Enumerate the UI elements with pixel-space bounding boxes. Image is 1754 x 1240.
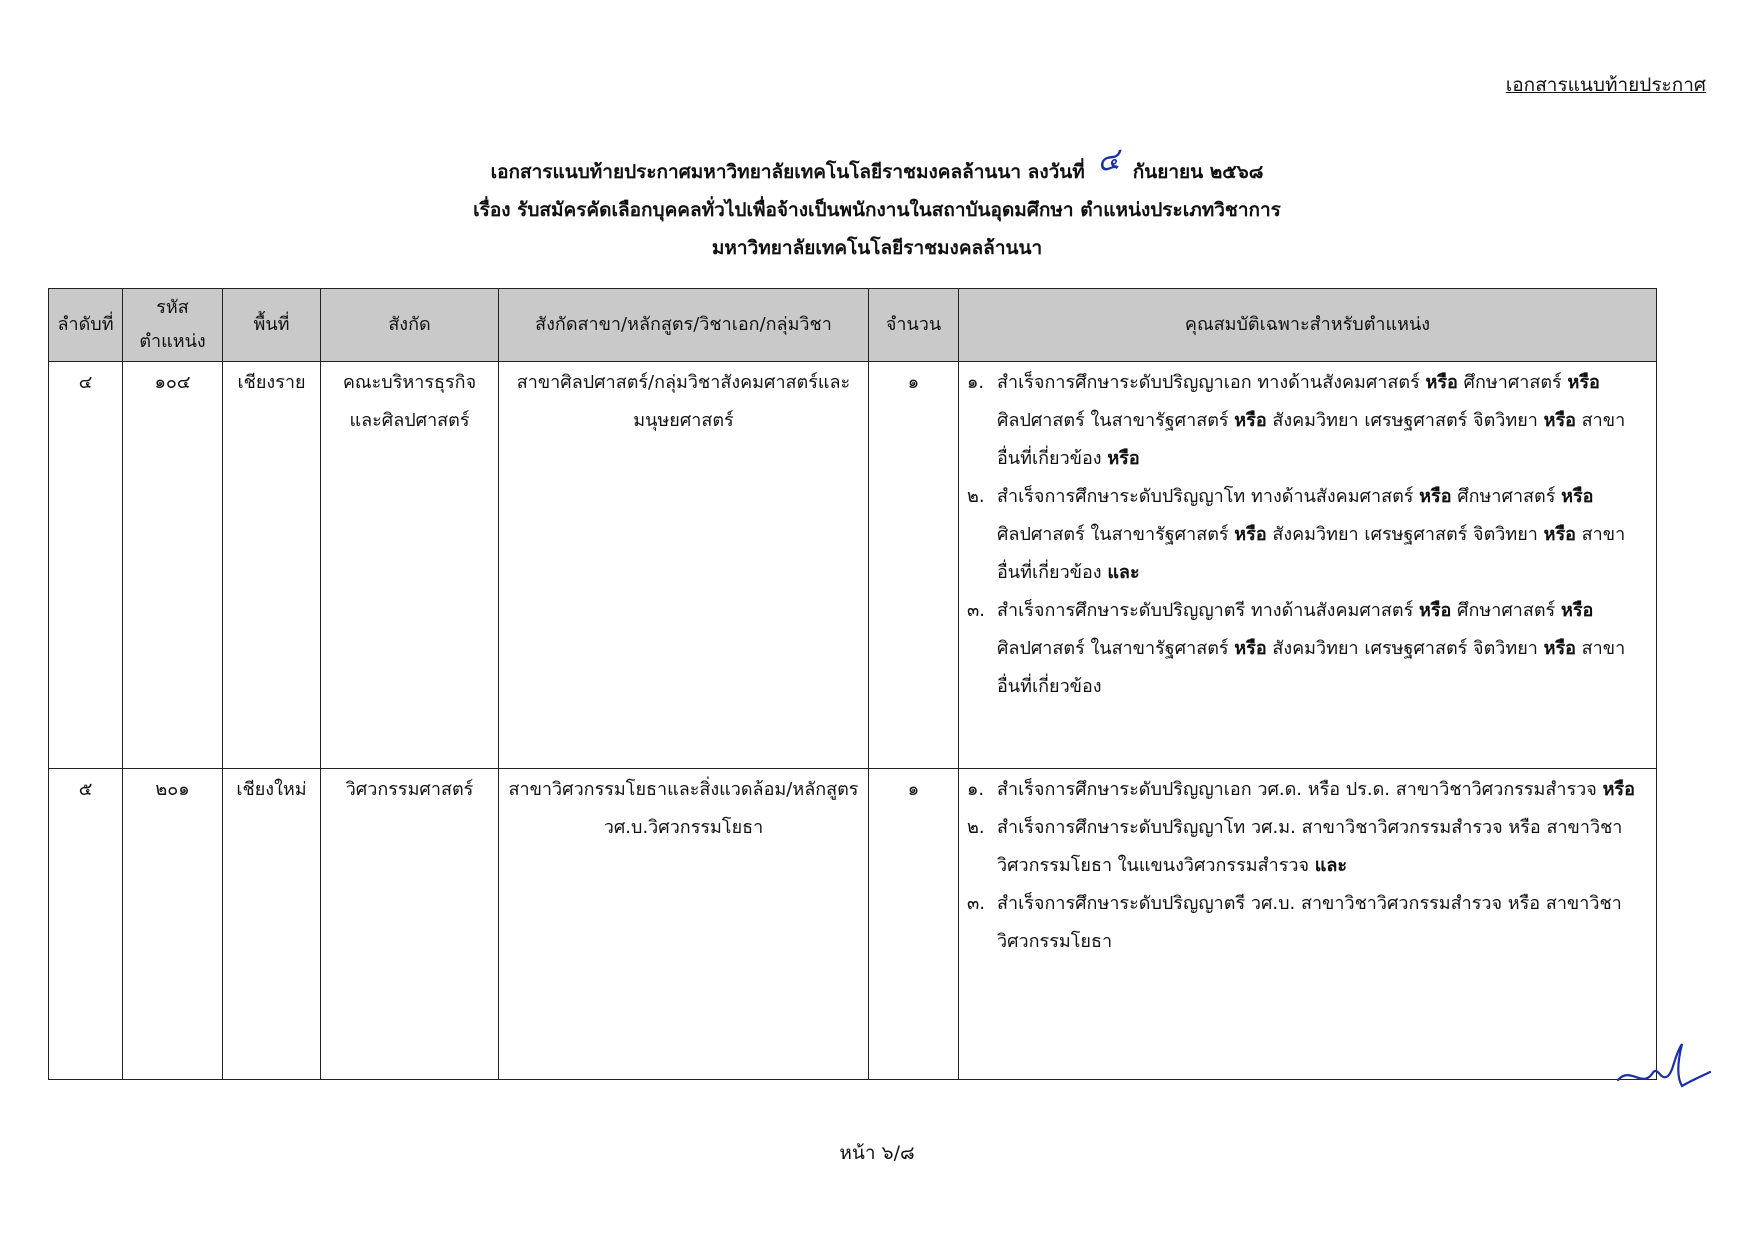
qualification-keyword: หรือ	[1418, 600, 1452, 621]
qualification-text: สังคมวิทยา เศรษฐศาสตร์ จิตวิทยา	[1266, 410, 1544, 431]
qualification-keyword: หรือ	[1561, 486, 1594, 507]
qualification-text: สาขาอื่นที่เกี่ยวข้อง	[997, 410, 1626, 469]
qualification-text: ศึกษาศาสตร์	[1451, 486, 1562, 507]
column-area: พื้นที่	[223, 289, 321, 362]
qualification-item	[967, 592, 1648, 706]
qualification-keyword: หรือ	[1234, 410, 1267, 431]
qualification-number: ๒.	[967, 486, 985, 507]
heading-line-2: เรื่อง รับสมัครคัดเลือกบุคคลทั่วไปเพื่อจ้างเป็นพนักงานในสถาบันอุดมศึกษา ตำแหน่งประเภทวิชาการ	[473, 199, 1281, 221]
cell-qualifications	[959, 362, 1657, 769]
qualification-keyword: หรือ	[1107, 448, 1140, 469]
table-header-row	[49, 289, 1657, 362]
signature-mark	[1612, 1036, 1712, 1096]
qualification-keyword: หรือ	[1234, 638, 1267, 659]
qualification-text: สำเร็จการศึกษาระดับปริญญาเอก ทางด้านสังคมศาสตร์	[997, 372, 1426, 393]
column-faculty: สังกัด	[321, 289, 499, 362]
qualification-list	[967, 364, 1648, 706]
qualification-text: ศึกษาศาสตร์	[1451, 600, 1561, 621]
qualification-text: สาขาอื่นที่เกี่ยวข้อง	[997, 638, 1626, 697]
cell-code: ๒๐๑	[123, 769, 223, 1080]
qualification-keyword: หรือ	[1602, 779, 1635, 800]
qualification-item	[967, 771, 1648, 809]
qualification-list	[967, 771, 1648, 961]
qualification-text: ศิลปศาสตร์ ในสาขารัฐศาสตร์	[997, 638, 1235, 659]
qualification-text: ศึกษาศาสตร์	[1457, 372, 1568, 393]
page-number: หน้า ๖/๘	[839, 1142, 915, 1164]
heading-line-1	[0, 141, 1754, 191]
cell-count: ๑	[869, 362, 959, 769]
qualification-keyword: หรือ	[1543, 524, 1576, 545]
qualification-keyword: และ	[1107, 562, 1140, 583]
heading-line-3: มหาวิทยาลัยเทคโนโลยีราชมงคลล้านนา	[711, 237, 1043, 259]
qualification-number: ๓.	[967, 893, 986, 914]
cell-area: เชียงราย	[223, 362, 321, 769]
qualification-text: สำเร็จการศึกษาระดับปริญญาตรี วศ.บ. สาขาวิชาวิศวกรรมสำรวจ หรือ สาขาวิชาวิศวกรรมโยธา	[997, 893, 1622, 952]
column-seq: ลำดับที่	[49, 289, 123, 362]
qualification-keyword: หรือ	[1543, 638, 1576, 659]
cell-area: เชียงใหม่	[223, 769, 321, 1080]
column-count: จำนวน	[869, 289, 959, 362]
qualification-number: ๑.	[967, 779, 985, 800]
column-program: สังกัดสาขา/หลักสูตร/วิชาเอก/กลุ่มวิชา	[499, 289, 869, 362]
qualification-keyword: และ	[1314, 855, 1348, 876]
qualification-text: สำเร็จการศึกษาระดับปริญญาโท วศ.ม. สาขาวิชาวิศวกรรมสำรวจ หรือ สาขาวิชาวิศวกรรมโยธา ในแขนงวิศวกรรมสำรวจ	[997, 817, 1623, 876]
cell-program: สาขาวิศวกรรมโยธาและสิ่งแวดล้อม/หลักสูตร วศ.บ.วิศวกรรมโยธา	[499, 769, 869, 1080]
cell-qualifications	[959, 769, 1657, 1080]
table-row	[49, 362, 1657, 769]
qualification-keyword: หรือ	[1560, 600, 1594, 621]
qualification-item	[967, 885, 1648, 961]
cell-count: ๑	[869, 769, 959, 1080]
qualification-text: สังคมวิทยา เศรษฐศาสตร์ จิตวิทยา	[1266, 524, 1544, 545]
qualification-number: ๓.	[967, 600, 986, 621]
cell-faculty: คณะบริหารธุรกิจและศิลปศาสตร์	[321, 362, 499, 769]
cell-seq: ๔	[49, 362, 123, 769]
qualification-item	[967, 364, 1648, 478]
qualification-keyword: หรือ	[1425, 372, 1458, 393]
heading-date-month-year: กันยายน ๒๕๖๘	[1132, 161, 1264, 183]
cell-seq: ๕	[49, 769, 123, 1080]
column-qualifications: คุณสมบัติเฉพาะสำหรับตำแหน่ง	[959, 289, 1657, 362]
qualification-number: ๒.	[967, 817, 985, 838]
cell-program: สาขาศิลปศาสตร์/กลุ่มวิชาสังคมศาสตร์และมนุษยศาสตร์	[499, 362, 869, 769]
table-row	[49, 769, 1657, 1080]
qualification-number: ๑.	[967, 372, 985, 393]
qualification-keyword: หรือ	[1234, 524, 1267, 545]
qualification-text: สังคมวิทยา เศรษฐศาสตร์ จิตวิทยา	[1266, 638, 1544, 659]
column-code: รหัสตำแหน่ง	[123, 289, 223, 362]
document-tag: เอกสารแนบท้ายประกาศ	[1505, 74, 1706, 96]
cell-code: ๑๐๔	[123, 362, 223, 769]
qualification-text: สาขาอื่นที่เกี่ยวข้อง	[997, 524, 1626, 583]
qualification-keyword: หรือ	[1419, 486, 1452, 507]
cell-faculty: วิศวกรรมศาสตร์	[321, 769, 499, 1080]
qualification-keyword: หรือ	[1567, 372, 1600, 393]
qualification-text: สำเร็จการศึกษาระดับปริญญาเอก วศ.ด. หรือ ปร.ด. สาขาวิชาวิศวกรรมสำรวจ	[997, 779, 1603, 800]
qualification-text: ศิลปศาสตร์ ในสาขารัฐศาสตร์	[997, 410, 1235, 431]
qualification-item	[967, 478, 1648, 592]
heading-date-prefix: เอกสารแนบท้ายประกาศมหาวิทยาลัยเทคโนโลยีราชมงคลล้านนา ลงวันที่	[490, 161, 1085, 183]
qualification-item	[967, 809, 1648, 885]
positions-table	[48, 288, 1657, 1080]
qualification-keyword: หรือ	[1543, 410, 1576, 431]
qualification-text: สำเร็จการศึกษาระดับปริญญาตรี ทางด้านสังคมศาสตร์	[997, 600, 1419, 621]
qualification-text: สำเร็จการศึกษาระดับปริญญาโท ทางด้านสังคมศาสตร์	[997, 486, 1420, 507]
handwritten-day: ๔	[1095, 141, 1123, 180]
qualification-text: ศิลปศาสตร์ ในสาขารัฐศาสตร์	[997, 524, 1235, 545]
document-heading	[0, 141, 1754, 267]
